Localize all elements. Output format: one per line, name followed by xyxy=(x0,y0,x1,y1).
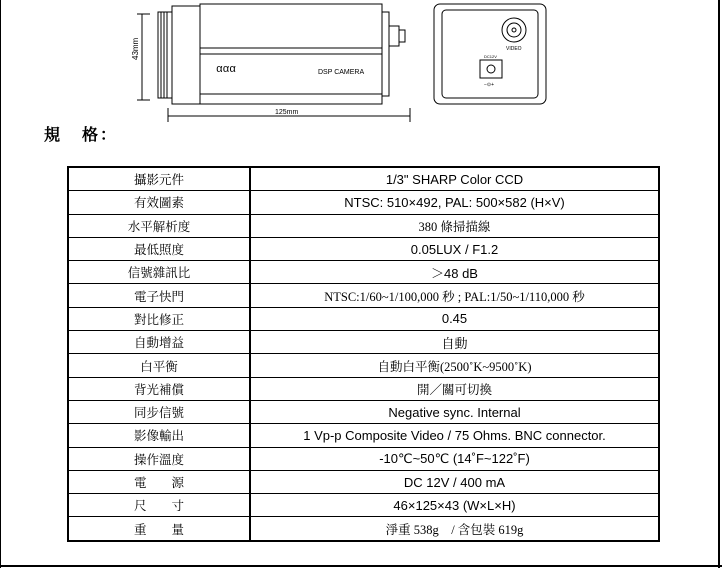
bnc-connector-side xyxy=(389,26,399,46)
spec-value: 0.05LUX / F1.2 xyxy=(250,237,659,260)
spec-row xyxy=(68,377,659,400)
spec-value: 380 條掃描線 xyxy=(250,214,659,237)
spec-table xyxy=(67,166,660,542)
spec-row xyxy=(68,400,659,423)
spec-value: 自動白平衡(2500˚K~9500˚K) xyxy=(250,354,659,377)
video-label: VIDEO xyxy=(506,46,522,52)
height-dimension-label: 43mm xyxy=(131,37,140,60)
spec-label: 重 量 xyxy=(68,517,250,541)
length-dimension-label: 125mm xyxy=(275,109,299,116)
spec-row xyxy=(68,354,659,377)
spec-label: 白平衡 xyxy=(68,354,250,377)
spec-heading-char-1: 規 xyxy=(44,125,63,144)
spec-label: 最低照度 xyxy=(68,237,250,260)
spec-row xyxy=(68,424,659,447)
spec-row xyxy=(68,307,659,330)
frame-right-border xyxy=(718,0,720,568)
spec-label: 有效圖素 xyxy=(68,191,250,214)
spec-value: DC 12V / 400 mA xyxy=(250,470,659,493)
spec-value: 0.45 xyxy=(250,307,659,330)
spec-row xyxy=(68,331,659,354)
polarity-label: −⊙+ xyxy=(484,82,495,88)
frame-left-border xyxy=(0,0,1,568)
spec-row xyxy=(68,261,659,284)
spec-value: 46×125×43 (W×L×H) xyxy=(250,494,659,517)
spec-value: Negative sync. Internal xyxy=(250,400,659,423)
lens-mount xyxy=(158,12,172,98)
spec-value: 開／關可切換 xyxy=(250,377,659,400)
spec-label: 信號雜訊比 xyxy=(68,261,250,284)
power-label: DC12V xyxy=(484,54,497,59)
spec-value: NTSC: 510×492, PAL: 500×582 (H×V) xyxy=(250,191,659,214)
spec-value: NTSC:1/60~1/100,000 秒 ; PAL:1/50~1/110,000 秒 xyxy=(250,284,659,307)
spec-label: 對比修正 xyxy=(68,307,250,330)
spec-label: 尺 寸 xyxy=(68,494,250,517)
spec-row xyxy=(68,447,659,470)
spec-value: 淨重 538g / 含包裝 619g xyxy=(250,517,659,541)
spec-row xyxy=(68,517,659,541)
dc-power-jack-icon xyxy=(480,60,502,78)
spec-label: 電子快門 xyxy=(68,284,250,307)
spec-value: ＞48 dB xyxy=(250,261,659,284)
spec-label: 影像輸出 xyxy=(68,424,250,447)
spec-row xyxy=(68,191,659,214)
spec-row xyxy=(68,237,659,260)
spec-value: -10℃~50℃ (14˚F~122˚F) xyxy=(250,447,659,470)
front-bezel xyxy=(172,6,200,104)
spec-label: 背光補償 xyxy=(68,377,250,400)
camera-technical-drawing xyxy=(120,0,560,125)
spec-label: 電 源 xyxy=(68,470,250,493)
bnc-jack-icon xyxy=(502,18,526,42)
spec-label: 水平解析度 xyxy=(68,214,250,237)
spec-row xyxy=(68,284,659,307)
spec-label: 自動增益 xyxy=(68,331,250,354)
spec-row xyxy=(68,470,659,493)
spec-row xyxy=(68,167,659,191)
spec-value: 自動 xyxy=(250,331,659,354)
dsp-camera-label: DSP CAMERA xyxy=(318,69,365,76)
spec-value: 1/3" SHARP Color CCD xyxy=(250,167,659,191)
spec-row xyxy=(68,494,659,517)
spec-value: 1 Vp-p Composite Video / 75 Ohms. BNC connector. xyxy=(250,424,659,447)
spec-label: 攝影元件 xyxy=(68,167,250,191)
spec-label: 同步信號 xyxy=(68,400,250,423)
spec-heading-char-2: 格： xyxy=(82,125,119,144)
spec-label: 操作溫度 xyxy=(68,447,250,470)
frame-bottom-border xyxy=(0,565,722,567)
spec-row xyxy=(68,214,659,237)
spec-heading xyxy=(44,122,118,145)
brand-mark: ααα xyxy=(216,64,236,76)
